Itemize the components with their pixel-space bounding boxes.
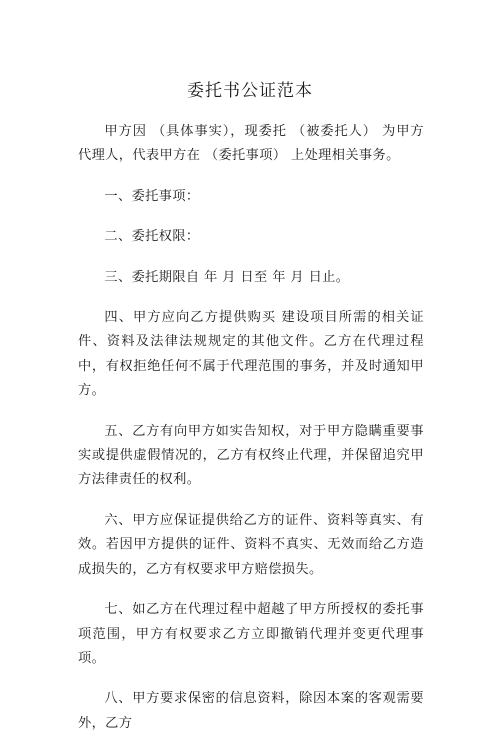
paragraph-item-8: 八、甲方要求保密的信息资料，除因本案的客观需要外，乙方 <box>78 691 424 731</box>
paragraph-item-2: 二、委托权限： <box>104 229 200 245</box>
paragraph-intro: 甲方因 （具体事实），现委托 （被委托人） 为甲方代理人，代表甲方在 （委托事项） 上处理相关事务。 <box>78 124 424 164</box>
paragraph-item-4: 四、甲方应向乙方提供购买 建设项目所需的相关证件、资料及法律法规规定的其他文件。乙方在代理过程中，有权拒绝任何不属于代理范围的事务，并及时通知甲方。 <box>78 310 424 399</box>
paragraph-item-3: 三、委托期限自 年 月 日至 年 月 日止。 <box>104 269 350 285</box>
paragraph-item-1: 一、委托事项： <box>104 188 200 204</box>
paragraph-item-7: 七、如乙方在代理过程中超越了甲方所授权的委托事项范围，甲方有权要求乙方立即撤销代理并变更代理事项。 <box>78 602 424 666</box>
document-body <box>78 120 424 736</box>
paragraph-item-6: 六、甲方应保证提供给乙方的证件、资料等真实、有效。若因甲方提供的证件、资料不真实、无效而给乙方造成损失的，乙方有权要求甲方赔偿损失。 <box>78 512 424 577</box>
document-title: 委托书公证范本 <box>187 81 313 101</box>
paragraph-item-5: 五、乙方有向甲方如实告知权，对于甲方隐瞒重要事实或提供虚假情况的，乙方有权终止代理，并保留追究甲方法律责任的权利。 <box>78 423 424 488</box>
